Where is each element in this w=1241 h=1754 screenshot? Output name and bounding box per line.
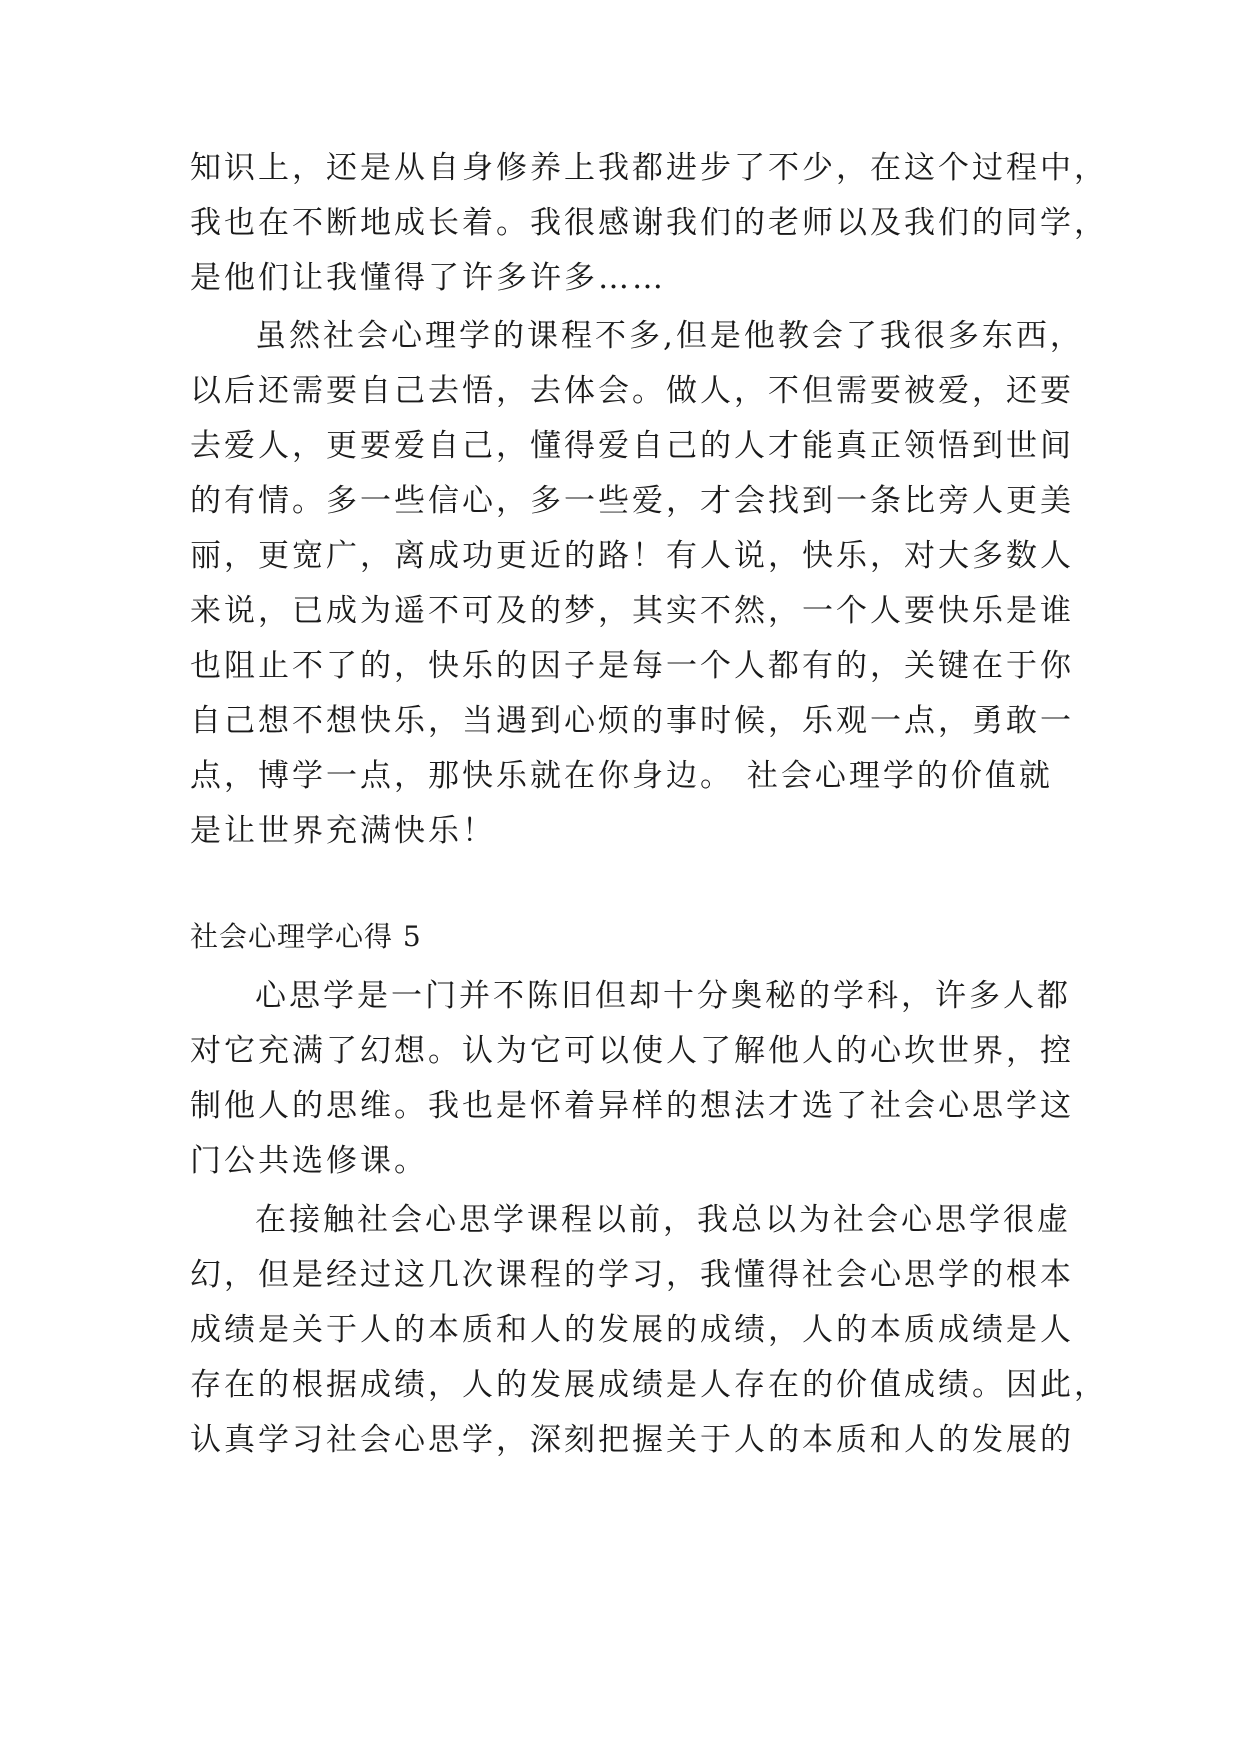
paragraph-line: 自己想不想快乐，当遇到心烦的事时候，乐观一点，勇敢一 (190, 703, 1074, 739)
paragraph-line: 也阻止不了的，快乐的因子是每一个人都有的，关键在于你 (190, 648, 1074, 684)
paragraph-line: 来说，已成为遥不可及的梦，其实不然，一个人要快乐是谁 (190, 593, 1074, 629)
paragraph-line: 丽，更宽广，离成功更近的路！有人说，快乐，对大多数人 (190, 538, 1074, 574)
paragraph-line: 我也在不断地成长着。我很感谢我们的老师以及我们的同学， (190, 205, 1108, 241)
paragraph-line: 是他们让我懂得了许多许多…… (190, 260, 666, 296)
paragraph-line: 的有情。多一些信心，多一些爱，才会找到一条比旁人更美 (190, 483, 1074, 519)
paragraph-line: 去爱人，更要爱自己，懂得爱自己的人才能真正领悟到世间 (190, 428, 1074, 464)
paragraph-line: 点，博学一点，那快乐就在你身边。 社会心理学的价值就 (190, 758, 1053, 794)
paragraph-line: 对它充满了幻想。认为它可以使人了解他人的心坎世界，控 (190, 1033, 1074, 1069)
paragraph-line: 虽然社会心理学的课程不多,但是他教会了我很多东西， (255, 318, 1084, 354)
paragraph-line: 知识上，还是从自身修养上我都进步了不少，在这个过程中， (190, 150, 1108, 186)
paragraph-line: 以后还需要自己去悟，去体会。做人，不但需要被爱，还要 (190, 373, 1074, 409)
paragraph-line: 成绩是关于人的本质和人的发展的成绩，人的本质成绩是人 (190, 1312, 1074, 1348)
paragraph-line: 在接触社会心思学课程以前，我总以为社会心思学很虚 (255, 1202, 1071, 1238)
paragraph-line: 心思学是一门并不陈旧但却十分奥秘的学科，许多人都 (255, 978, 1071, 1014)
paragraph-line: 门公共选修课。 (190, 1143, 428, 1179)
section-title: 社会心理学心得 5 (190, 920, 422, 953)
paragraph-line: 幻，但是经过这几次课程的学习，我懂得社会心思学的根本 (190, 1257, 1074, 1293)
paragraph-line: 存在的根据成绩，人的发展成绩是人存在的价值成绩。因此， (190, 1367, 1108, 1403)
paragraph-line: 是让世界充满快乐！ (190, 813, 496, 849)
paragraph-line: 认真学习社会心思学，深刻把握关于人的本质和人的发展的 (190, 1422, 1074, 1458)
paragraph-line: 制他人的思维。我也是怀着异样的想法才选了社会心思学这 (190, 1088, 1074, 1124)
